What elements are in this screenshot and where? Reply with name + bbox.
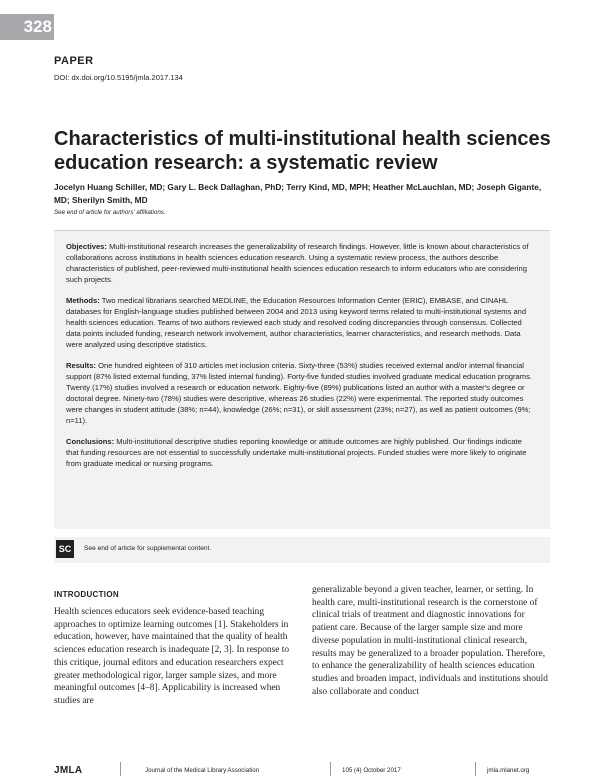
body-column-left — [54, 606, 290, 708]
affiliation-note: See end of article for authors' affiliations. — [54, 209, 166, 216]
results-text: One hundred eighteen of 310 articles met inclusion criteria. Sixty-three (53%) studies received external and/or internal financial support (87% listed external funding, 37% listed internal funding). Forty-five funded studies involved graduate medical education programs. Twenty (17%) studies involved a research or education network. Eighty-five (89%) publications listed an author with a master's degree or doctoral degree. Ninety-two (78%) studies were descriptive, whereas 26 studies (22%) were experimental. The reported study outcomes were changes in student attitude (38%; n=44), knowledge (26%; n=31), or skill assessment (23%; n=27), as well as patient outcomes (9%; n=11). — [66, 361, 533, 425]
supplemental-content-icon: SC — [56, 540, 74, 558]
page-number: 328 — [0, 14, 54, 40]
footer-divider — [475, 762, 476, 776]
footer-issue: 105 (4) October 2017 — [342, 767, 401, 774]
methods-text: Two medical librarians searched MEDLINE, the Education Resources Information Center (ERIC), EMBASE, and CINAHL databases for English-language studies published between 2004 and 2013 using keyword terms related to multi-institutional systems and health sciences education. Teams of two authors reviewed each study and resolved coding discrepancies through consensus. Collected data points included funding, research network involvement, author characteristics, learner characteristics, and research methods. Data were analyzed using descriptive statistics. — [66, 296, 527, 349]
intro-paragraph-right: generalizable beyond a given teacher, learner, or setting. In health care, multi-institutional research is the cornerstone of clinical trials of treatment and diagnostic innovations for patient care. Because of the larger sample size and more diverse population in multi-institutional clinical research, results may be generalized to a broader population. Therefore, to enhance the generalizability of health sciences education studies and broaden impact, individuals and institutions should also collaborate and conduct — [312, 585, 548, 697]
abstract-results — [66, 360, 536, 426]
supplemental-note: See end of article for supplemental content. — [84, 545, 212, 552]
abstract-objectives — [66, 241, 536, 285]
article-title: Characteristics of multi-institutional health sciences education research: a systematic review — [54, 128, 551, 174]
author-list: Jocelyn Huang Schiller, MD; Gary L. Beck Dallaghan, PhD; Terry Kind, MD, MPH; Heather McLauchlan, MD; Joseph Gigante, MD; Sherilyn Smith, MD — [54, 182, 542, 205]
abstract-methods — [66, 295, 536, 350]
jmla-logo: JMLA — [54, 765, 83, 776]
footer-website-link[interactable]: jmla.mlanet.org — [487, 767, 530, 774]
introduction-heading: INTRODUCTION — [54, 590, 119, 599]
footer-divider — [120, 762, 121, 776]
footer-journal-name: Journal of the Medical Library Association — [145, 767, 260, 774]
intro-paragraph-left: Health sciences educators seek evidence-based teaching approaches to optimize learning outcomes [1]. Stakeholders in education, however, have maintained that the quality of health sciences education research is inadequate [2, 3]. In response to this critique, journal editors and education researchers expect greater methodological rigor, larger sample sizes, and more meaningful outcomes [4–8]. Applicability is increased when studies are — [54, 607, 290, 706]
objectives-heading: Objectives: — [66, 242, 107, 251]
objectives-text: Multi-institutional research increases the generalizability of research findings. However, little is known about characteristics of collaborations across institutions in health sciences education research. Using a systematic review process, the authors describe characteristics of published, peer-reviewed multi-institutional health sciences education research to inform educators who are considering such projects. — [66, 242, 529, 284]
body-column-right — [312, 584, 548, 698]
section-label: PAPER — [54, 55, 94, 67]
abstract-conclusions — [66, 436, 536, 469]
footer-divider — [330, 762, 331, 776]
conclusions-heading: Conclusions: — [66, 437, 115, 446]
methods-heading: Methods: — [66, 296, 100, 305]
results-heading: Results: — [66, 361, 96, 370]
abstract-box — [54, 230, 550, 529]
conclusions-text: Multi-institutional descriptive studies reporting knowledge or attitude outcomes are highly published. Our findings indicate that funding resources are not essential to successfully undertake multi-institutional projects. Funded studies were more likely to originate from graduate medical or nursing programs. — [66, 437, 527, 468]
doi-link[interactable]: DOI: dx.doi.org/10.5195/jmla.2017.134 — [54, 73, 183, 82]
